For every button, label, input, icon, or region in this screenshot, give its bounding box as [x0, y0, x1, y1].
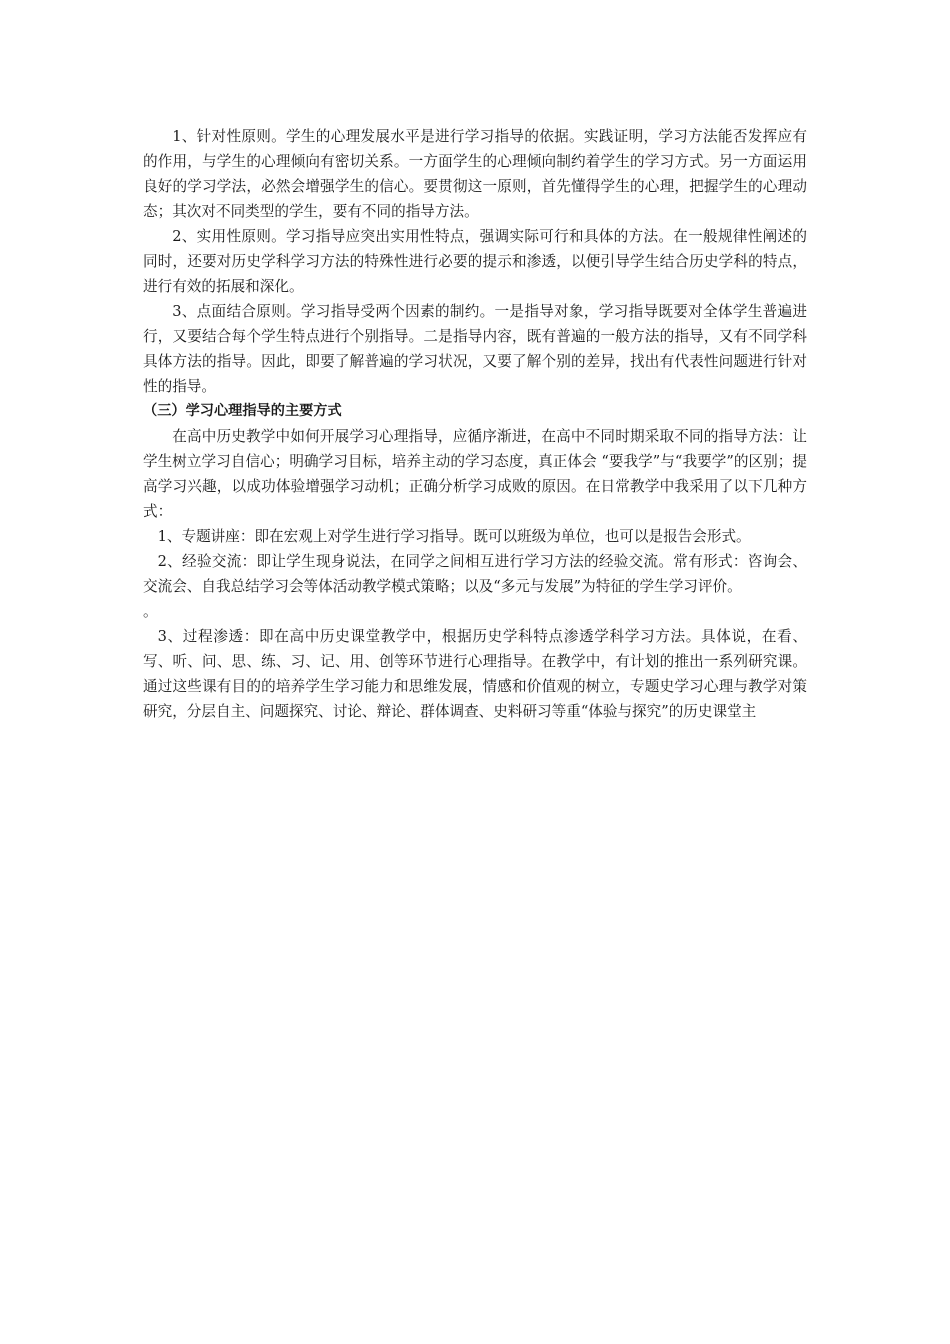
paragraph-principle-targeted: 1、针对性原则。学生的心理发展水平是进行学习指导的依据。实践证明，学习方法能否发挥应有的作用，与学生的心理倾向有密切关系。一方面学生的心理倾向制约着学生的学习方式。另一方面运用良好的学习学法，必然会增强学生的信心。要贯彻这一原则，首先懂得学生的心理，把握学生的心理动态；其次对不同类型的学生，要有不同的指导方法。: [143, 128, 807, 220]
paragraph-principle-point-surface: 3、点面结合原则。学习指导受两个因素的制约。一是指导对象，学习指导既要对全体学生普遍进行，又要结合每个学生特点进行个别指导。二是指导内容，既有普遍的一般方法的指导，又有不同学科具体方法的指导。因此，即要了解普遍的学习状况，又要了解个别的差异，找出有代表性问题进行针对性的指导。: [143, 303, 807, 395]
section-heading: （三）学习心理指导的主要方式: [143, 403, 342, 419]
paragraph-intro-methods: 在高中历史教学中如何开展学习心理指导，应循序渐进，在高中不同时期采取不同的指导方法：让学生树立学习自信心；明确学习目标，培养主动的学习态度，真正体会 “要我学”与“我要学”的区别；提高学习兴趣，以成功体验增强学习动机；正确分析学习成败的原因。在日常教学中我采用了以下几种方式：: [143, 428, 807, 520]
paragraph-method-lecture: 1、专题讲座：即在宏观上对学生进行学习指导。既可以班级为单位，也可以是报告会形式。: [157, 528, 751, 545]
paragraph-method-process: 3、过程渗透：即在高中历史课堂教学中，根据历史学科特点渗透学科学习方法。具体说，在看、写、听、问、思、练、习、记、用、创等环节进行心理指导。在教学中，有计划的推出一系列研究课。通过这些课有目的的培养学生学习能力和思维发展，情感和价值观的树立，专题史学习心理与教学对策研究，分层自主、问题探究、讨论、辩论、群体调查、史料研习等重“体验与探究”的历史课堂主: [143, 628, 807, 720]
paragraph-method-exchange: 2、经验交流：即让学生现身说法，在同学之间相互进行学习方法的经验交流。常有形式：咨询会、交流会、自我总结学习会等体活动教学模式策略；以及“多元与发展”为特征的学生学习评价。: [143, 553, 807, 595]
document-body: [143, 124, 807, 724]
paragraph-principle-practical: 2、实用性原则。学习指导应突出实用性特点，强调实际可行和具体的方法。在一般规律性阐述的同时，还要对历史学科学习方法的特殊性进行必要的提示和渗透，以便引导学生结合历史学科的特点，进行有效的拓展和深化。: [143, 228, 807, 295]
paragraph-stray-period: 。: [143, 603, 158, 620]
